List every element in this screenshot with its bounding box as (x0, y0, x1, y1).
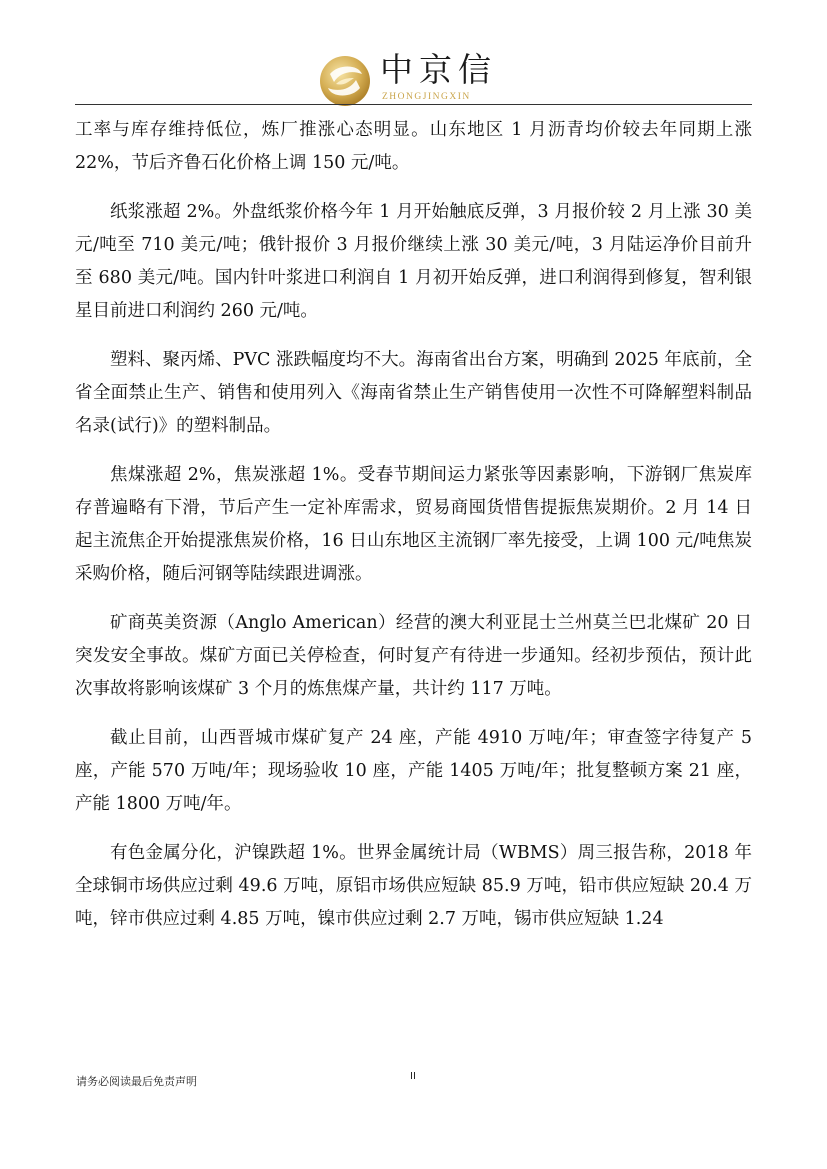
brand-logo (318, 50, 518, 106)
page-number: II (410, 1071, 416, 1082)
paragraph: 纸浆涨超 2%。外盘纸浆价格今年 1 月开始触底反弹，3 月报价较 2 月上涨 30 美元/吨至 710 美元/吨；俄针报价 3 月报价继续上涨 30 美元/吨，3 月陆运净价目前升至 680 美元/吨。国内针叶浆进口利润自 1 月初开始反弹，进口利润得到修复，智利银星目前进口利润约 260 元/吨。 (75, 202, 752, 321)
paragraph: 矿商英美资源（Anglo American）经营的澳大利亚昆士兰州莫兰巴北煤矿 20 日突发安全事故。煤矿方面已关停检查，何时复产有待进一步通知。经初步预估，预计此次事故将影响该煤矿 3 个月的炼焦煤产量，共计约 117 万吨。 (75, 613, 752, 699)
page-header (0, 38, 827, 102)
paragraph: 焦煤涨超 2%，焦炭涨超 1%。受春节期间运力紧张等因素影响，下游钢厂焦炭库存普遍略有下滑，节后产生一定补库需求，贸易商囤货惜售提振焦炭期价。2 月 14 日起主流焦企开始提涨焦炭价格，16 日山东地区主流钢厂率先接受，上调 100 元/吨焦炭采购价格，随后河钢等陆续跟进调涨。 (75, 465, 752, 584)
gold-swirl-logo-icon (318, 54, 372, 108)
disclaimer-note: 请务必阅读最后免责声明 (76, 1075, 197, 1088)
header-divider (75, 104, 752, 105)
paragraph: 工率与库存维持低位，炼厂推涨心态明显。山东地区 1 月沥青均价较去年同期上涨 22%，节后齐鲁石化价格上调 150 元/吨。 (75, 120, 752, 173)
paragraph: 有色金属分化，沪镍跌超 1%。世界金属统计局（WBMS）周三报告称，2018 年全球铜市场供应过剩 49.6 万吨，原铝市场供应短缺 85.9 万吨，铅市供应短缺 20.4 万吨，锌市供应过剩 4.85 万吨，镍市供应过剩 2.7 万吨，锡市供应短缺 1.24 (75, 843, 752, 929)
paragraph: 截止目前，山西晋城市煤矿复产 24 座，产能 4910 万吨/年；审查签字待复产 5 座，产能 570 万吨/年；现场验收 10 座，产能 1405 万吨/年；批复整顿方案 21 座，产能 1800 万吨/年。 (75, 728, 752, 814)
document-body (75, 114, 752, 952)
paragraph: 塑料、聚丙烯、PVC 涨跌幅度均不大。海南省出台方案，明确到 2025 年底前，全省全面禁止生产、销售和使用列入《海南省禁止生产销售使用一次性不可降解塑料制品名录(试行)》的塑料制品。 (75, 350, 752, 436)
brand-name: 中京信 (380, 50, 497, 89)
brand-subtitle: ZHONGJINGXIN (382, 92, 471, 102)
